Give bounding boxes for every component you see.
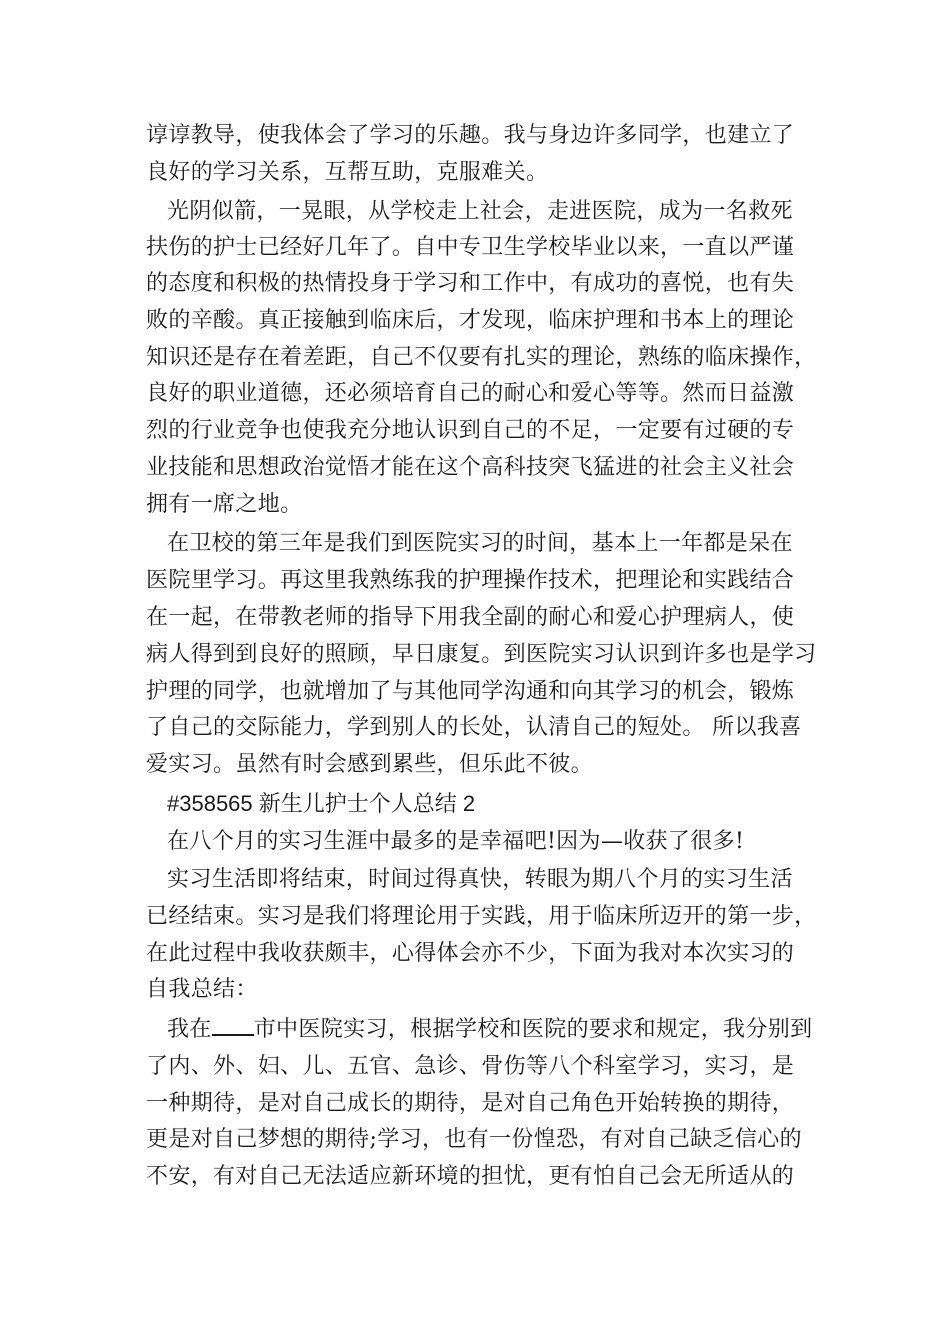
text-line: 光阴似箭，一晃眼，从学校走上社会，走进医院，成为一名救死: [167, 199, 793, 224]
text-line: 谆谆教导，使我体会了学习的乐趣。我与身边许多同学，也建立了: [146, 123, 795, 148]
text-line: 业技能和思想政治觉悟才能在这个高科技突飞猛进的社会主义社会: [146, 455, 795, 480]
text-line: 更是对自己梦想的期待;学习，也有一份惶恐，有对自己缺乏信心的: [146, 1127, 802, 1152]
text-line: 的态度和积极的热情投身于学习和工作中，有成功的喜悦，也有失: [146, 271, 795, 296]
text-line: 护理的同学，也就增加了与其他同学沟通和向其学习的机会，锻炼: [146, 679, 795, 704]
text-line: 在八个月的实习生涯中最多的是幸福吧!因为—收获了很多!: [167, 829, 745, 854]
text-line: 实习生活即将结束，时间过得真快，转眼为期八个月的实习生活: [167, 867, 793, 892]
text-line: [167, 1012, 837, 1048]
text-line: 了自己的交际能力，学到别人的长处，认清自己的短处。 所以我喜: [146, 715, 802, 740]
text-line: 已经结束。实习是我们将理论用于实践，用于临床所迈开的第一步，: [146, 904, 817, 929]
text-line: 在卫校的第三年是我们到医院实习的时间，基本上一年都是呆在: [167, 531, 793, 556]
text-line: 自我总结：: [146, 977, 258, 1002]
text-line: 病人得到到良好的照顾，早日康复。到医院实习认识到许多也是学习: [146, 642, 817, 667]
fill-in-blank: [212, 1014, 254, 1036]
text-line: 在此过程中我收获颇丰，心得体会亦不少，下面为我对本次实习的: [146, 941, 795, 966]
text-line: 扶伤的护士已经好几年了。自中专卫生学校毕业以来，一直以严谨: [146, 235, 795, 260]
text-line: 在一起，在带教老师的指导下用我全副的耐心和爱心护理病人，使: [146, 605, 795, 630]
text-fragment: 我在: [167, 1017, 212, 1042]
text-line: 医院里学习。再这里我熟练我的护理操作技术，把理论和实践结合: [146, 568, 795, 593]
text-line: 一种期待，是对自己成长的期待，是对自己角色开始转换的期待，: [146, 1091, 795, 1116]
text-line: 爱实习。虽然有时会感到累些，但乐此不彼。: [146, 752, 594, 777]
text-line: 良好的学习关系，互帮互助，克服难关。: [146, 160, 549, 185]
text-line: 不安，有对自己无法适应新环境的担忧，更有怕自己会无所适从的: [146, 1164, 795, 1189]
text-line: 知识还是存在着差距，自己不仅要有扎实的理论，熟练的临床操作，: [146, 345, 817, 370]
text-line: 拥有一席之地。: [146, 492, 303, 517]
text-line: 了内、外、妇、儿、五官、急诊、骨伤等八个科室学习，实习，是: [146, 1054, 795, 1079]
text-fragment: 市中医院实习，根据学校和医院的要求和规定，我分别到: [253, 1017, 813, 1042]
section-heading: #358565 新生儿护士个人总结 2: [167, 791, 476, 816]
text-line: 败的辛酸。真正接触到临床后，才发现，临床护理和书本上的理论: [146, 308, 795, 333]
text-line: 良好的职业道德，还必须培育自己的耐心和爱心等等。然而日益激: [146, 381, 795, 406]
text-line: 烈的行业竞争也使我充分地认识到自己的不足，一定要有过硬的专: [146, 418, 795, 443]
